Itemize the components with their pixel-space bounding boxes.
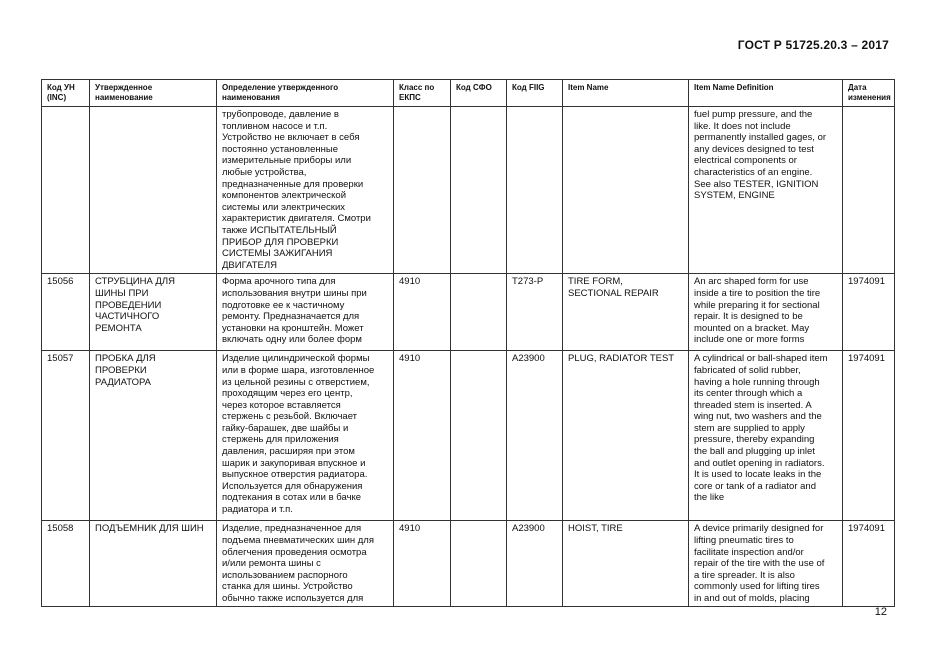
column-header-date: Дата изменения (843, 80, 895, 107)
cell-name-ru (90, 107, 217, 274)
cell-class: 4910 (394, 274, 451, 351)
column-header-inc: Код УН (INC) (42, 80, 90, 107)
column-header-item-definition: Item Name Definition (689, 80, 843, 107)
cell-sfo (451, 351, 507, 521)
column-header-name-ru: Утвержденное наименование (90, 80, 217, 107)
cell-fiig (507, 107, 563, 274)
cell-fiig: A23900 (507, 521, 563, 607)
cell-inc: 15058 (42, 521, 90, 607)
cell-inc: 15056 (42, 274, 90, 351)
page-number: 12 (874, 606, 887, 618)
cell-sfo (451, 521, 507, 607)
cell-inc (42, 107, 90, 274)
cell-inc: 15057 (42, 351, 90, 521)
cell-sfo (451, 107, 507, 274)
cell-item-definition: fuel pump pressure, and the like. It does not include permanently installed gages, or any devices designed to test electrical components or characteristics of an engine. See also TESTER, IGNITION SYSTEM, ENGINE (689, 107, 843, 274)
cell-item-name: TIRE FORM, SECTIONAL REPAIR (563, 274, 689, 351)
cell-date (843, 107, 895, 274)
cell-definition-ru: Форма арочного типа для использования внутри шины при подготовке ее к частичному ремонту. Предназначается для установки на кронштейн. Может включать одну или более форм (217, 274, 394, 351)
table-header-row (42, 80, 895, 107)
cell-name-ru: СТРУБЦИНА ДЛЯ ШИНЫ ПРИ ПРОВЕДЕНИИ ЧАСТИЧНОГО РЕМОНТА (90, 274, 217, 351)
cell-item-definition: A cylindrical or ball-shaped item fabricated of solid rubber, having a hole running through its center through which a threaded stem is inserted. A wing nut, two washers and the stem are supplied to apply pressure, thereby expanding the ball and plugging up inlet and outlet opening in radiators. It is used to locate leaks in the core or tank of a radiator and the like (689, 351, 843, 521)
cell-date: 1974091 (843, 274, 895, 351)
table-row (42, 521, 895, 607)
column-header-item-name: Item Name (563, 80, 689, 107)
cell-item-definition: An arc shaped form for use inside a tire to position the tire while preparing it for sectional repair. It is designed to be mounted on a bracket. May include one or more forms (689, 274, 843, 351)
cell-class: 4910 (394, 351, 451, 521)
cell-item-definition: A device primarily designed for lifting pneumatic tires to facilitate inspection and/or repair of the tire with the use of a tire spreader. It is also commonly used for lifting tires in and out of molds, placing (689, 521, 843, 607)
cell-name-ru: ПРОБКА ДЛЯ ПРОВЕРКИ РАДИАТОРА (90, 351, 217, 521)
table-row (42, 107, 895, 274)
column-header-definition-ru: Определение утвержденного наименования (217, 80, 394, 107)
cell-name-ru: ПОДЪЕМНИК ДЛЯ ШИН (90, 521, 217, 607)
cell-fiig: A23900 (507, 351, 563, 521)
cell-item-name: PLUG, RADIATOR TEST (563, 351, 689, 521)
cell-item-name (563, 107, 689, 274)
data-table (41, 79, 895, 607)
cell-definition-ru: Изделие цилиндрической формы или в форме шара, изготовленное из цельной резины с отверстием, проходящим через его центр, через которое вставляется стержень с резьбой. Включает гайку-барашек, две шайбы и стержень для приложения давления, расширяя при этом шарик и закупоривая впускное и выпускное отверстия радиатора. Используется для обнаружения подтекания в сотах или в бачке радиатора и т.п. (217, 351, 394, 521)
cell-date: 1974091 (843, 351, 895, 521)
column-header-fiig: Код FIIG (507, 80, 563, 107)
cell-sfo (451, 274, 507, 351)
table-row (42, 274, 895, 351)
cell-definition-ru: Изделие, предназначенное для подъема пневматических шин для облегчения проведения осмотра и/или ремонта шины с использованием распорного станка для шины. Устройство обычно также используется для (217, 521, 394, 607)
table-row (42, 351, 895, 521)
column-header-class: Класс по ЕКПС (394, 80, 451, 107)
document-header: ГОСТ Р 51725.20.3 – 2017 (737, 38, 889, 52)
cell-class: 4910 (394, 521, 451, 607)
cell-date: 1974091 (843, 521, 895, 607)
cell-item-name: HOIST, TIRE (563, 521, 689, 607)
cell-fiig: T273-P (507, 274, 563, 351)
cell-definition-ru: трубопроводе, давление в топливном насосе и т.п. Устройство не включает в себя постоянно установленные измерительные приборы или любые устройства, предназначенные для проверки компонентов электрической системы или электрических характеристик двигателя. Смотри также ИСПЫТАТЕЛЬНЫЙ ПРИБОР ДЛЯ ПРОВЕРКИ СИСТЕМЫ ЗАЖИГАНИЯ ДВИГАТЕЛЯ (217, 107, 394, 274)
cell-class (394, 107, 451, 274)
column-header-sfo: Код СФО (451, 80, 507, 107)
